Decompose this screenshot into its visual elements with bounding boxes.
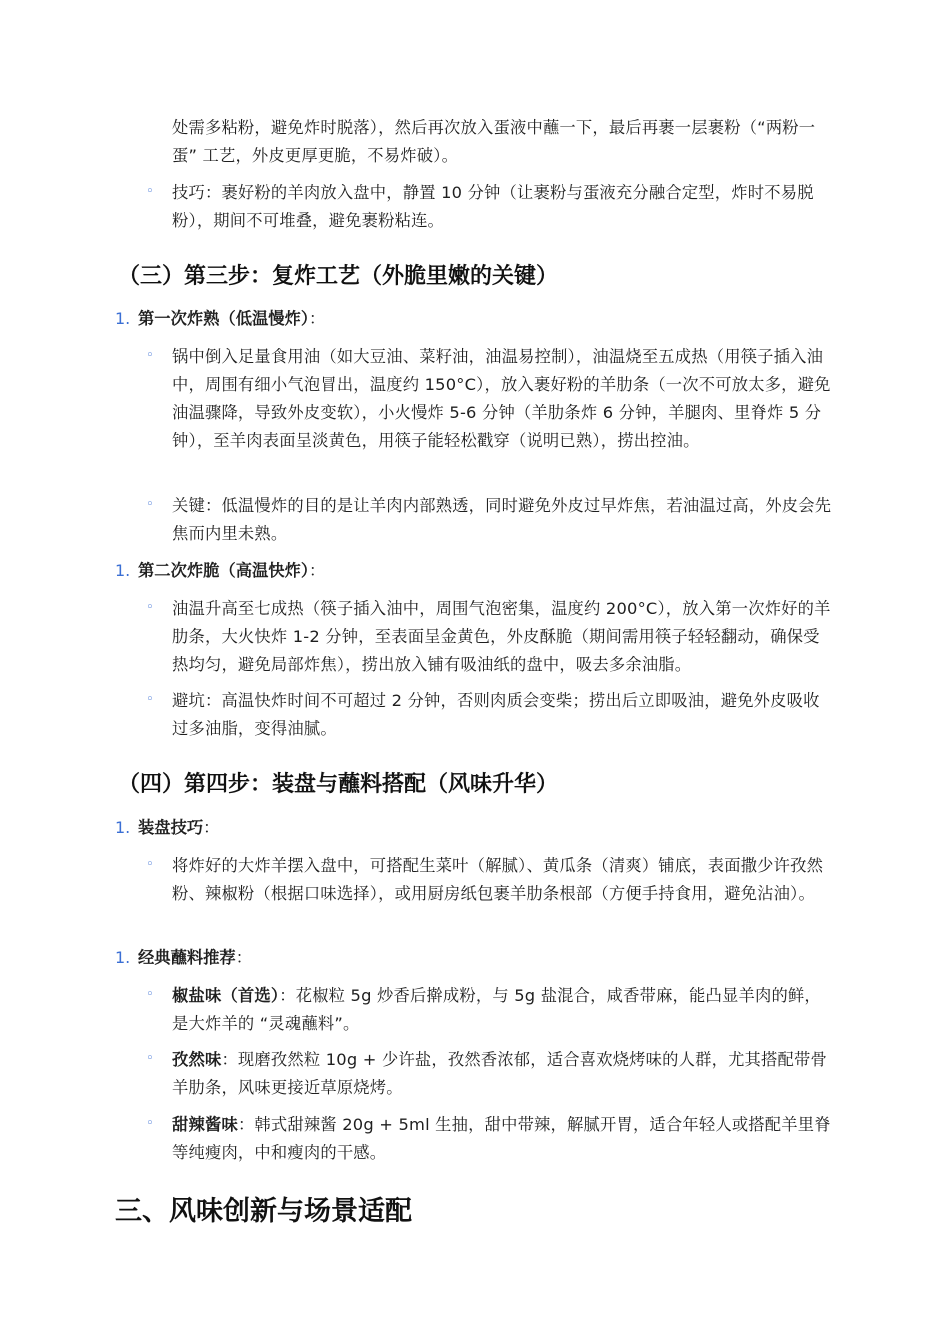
dip-name: 椒盐味（首选） xyxy=(172,986,280,1005)
bullet-paragraph xyxy=(172,982,834,1038)
bullet-paragraph: 关键：低温慢炸的目的是让羊肉内部熟透，同时避免外皮过早炸焦，若油温过高，外皮会先焦而内里未熟。 xyxy=(172,496,832,543)
bullet-marker: ◦ xyxy=(146,600,154,615)
list-number: 1. xyxy=(115,948,131,967)
bullet-paragraph: 油温升高至七成热（筷子插入油中，周围气泡密集，温度约 200°C），放入第一次炸好的羊肋条，大火快炸 1-2 分钟，至表面呈金黄色，外皮酥脆（期间需用筷子轻轻翻动，确保受热均匀，避免局部炸焦），捞出放入铺有吸油纸的盘中，吸去多余油脂。 xyxy=(172,599,831,674)
list-item-label xyxy=(138,944,252,972)
list-item-title: 第一次炸熟（低温慢炸） xyxy=(138,309,309,328)
bullet-paragraph: 避坑：高温快炸时间不可超过 2 分钟，否则肉质会变柴；捞出后立即吸油，避免外皮吸收过多油脂，变得油腻。 xyxy=(172,691,820,738)
section3-heading: 三、风味创新与场景适配 xyxy=(115,1196,412,1227)
dip-name: 甜辣酱味 xyxy=(172,1115,238,1134)
bullet-marker: ◦ xyxy=(146,184,154,199)
tip-paragraph: 技巧：裹好粉的羊肉放入盘中，静置 10 分钟（让裹粉与蛋液充分融合定型，炸时不易脱粉），期间不可堆叠，避免裹粉粘连。 xyxy=(172,183,814,230)
list-item-label xyxy=(138,814,219,842)
list-item-label xyxy=(138,305,325,333)
dip-name: 孜然味 xyxy=(172,1050,222,1069)
list-number: 1. xyxy=(115,818,131,837)
bullet-marker: ◦ xyxy=(146,497,154,512)
list-item-title: 经典蘸料推荐 xyxy=(138,948,236,967)
dip-description: ：韩式甜辣酱 20g + 5ml 生抽，甜中带辣，解腻开胃，适合年轻人或搭配羊里脊等纯瘦肉，中和瘦肉的干感。 xyxy=(172,1115,831,1162)
bullet-marker: ◦ xyxy=(146,987,154,1002)
label-colon: ： xyxy=(308,561,326,580)
list-number: 1. xyxy=(115,309,131,328)
label-colon: ： xyxy=(308,309,326,328)
label-colon: ： xyxy=(235,948,252,967)
bullet-marker: ◦ xyxy=(146,857,154,872)
bullet-marker: ◦ xyxy=(146,1051,154,1066)
bullet-marker: ◦ xyxy=(146,348,154,363)
bullet-paragraph xyxy=(172,1046,834,1102)
step3-heading: （三）第三步：复炸工艺（外脆里嫩的关键） xyxy=(118,264,559,289)
bullet-marker: ◦ xyxy=(146,692,154,707)
list-number: 1. xyxy=(115,561,131,580)
step4-heading: （四）第四步：装盘与蘸料搭配（风味升华） xyxy=(118,772,559,797)
dip-description: ：现磨孜然粒 10g + 少许盐，孜然香浓郁，适合喜欢烧烤味的人群，尤其搭配带骨羊肋条，风味更接近草原烧烤。 xyxy=(172,1050,827,1097)
list-item-label xyxy=(138,557,325,585)
bullet-paragraph: 将炸好的大炸羊摆入盘中，可搭配生菜叶（解腻）、黄瓜条（清爽）铺底，表面撒少许孜然粉、辣椒粉（根据口味选择），或用厨房纸包裹羊肋条根部（方便手持食用，避免沾油）。 xyxy=(172,856,824,903)
list-item-title: 装盘技巧 xyxy=(138,818,204,837)
label-colon: ： xyxy=(203,818,220,837)
dip-description: ：花椒粒 5g 炒香后擀成粉，与 5g 盐混合，咸香带麻，能凸显羊肉的鲜，是大炸羊的 “灵魂蘸料”。 xyxy=(172,986,821,1033)
paragraph-continuation: 处需多粘粉，避免炸时脱落），然后再次放入蛋液中蘸一下，最后再裹一层裹粉（“两粉一蛋” 工艺，外皮更厚更脆，不易炸破）。 xyxy=(172,118,816,165)
bullet-marker: ◦ xyxy=(146,1116,154,1131)
list-item-title: 第二次炸脆（高温快炸） xyxy=(138,561,309,580)
bullet-paragraph: 锅中倒入足量食用油（如大豆油、菜籽油，油温易控制），油温烧至五成热（用筷子插入油中，周围有细小气泡冒出，温度约 150°C），放入裹好粉的羊肋条（一次不可放太多，避免油温骤降，导致外皮变软），小火慢炸 5-6 分钟（羊肋条炸 6 分钟，羊腿肉、里脊炸 5 分钟），至羊肉表面呈淡黄色，用筷子能轻松戳穿（说明已熟），捞出控油。 xyxy=(172,347,831,450)
bullet-paragraph xyxy=(172,1111,834,1167)
